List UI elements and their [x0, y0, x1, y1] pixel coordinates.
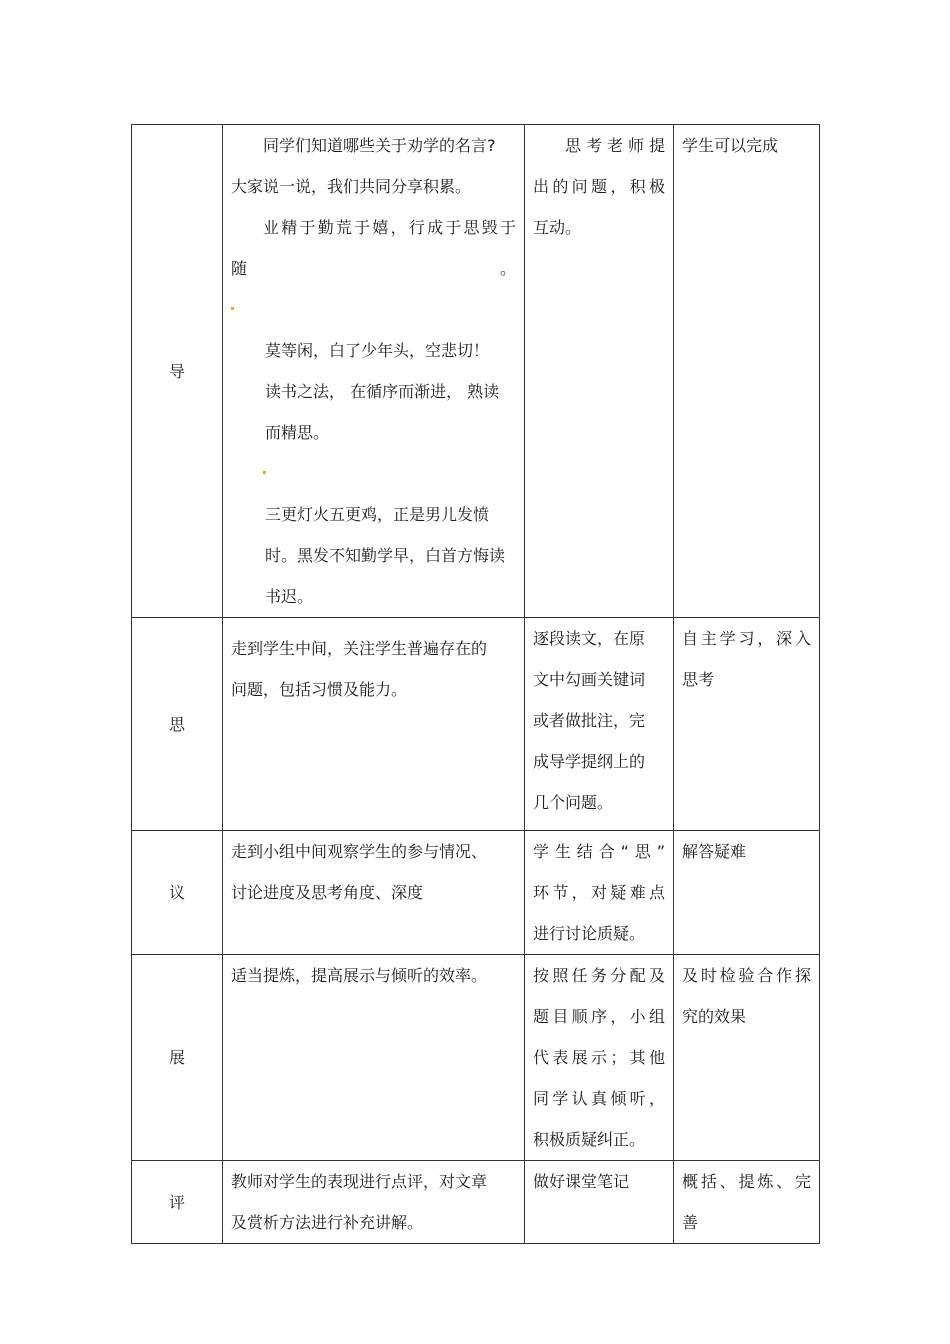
stage-label: 评 [168, 1192, 185, 1212]
lesson-plan-table [131, 124, 820, 1244]
student-activity-cell [525, 618, 674, 831]
text-line: 或者做批注，完 [533, 711, 646, 730]
stage-label: 议 [168, 883, 185, 902]
text-line: 积极质疑纠正。 [533, 1130, 646, 1149]
student-activity-cell [525, 955, 674, 1161]
text-fragment: 。 [499, 259, 516, 278]
design-intent-cell [674, 831, 820, 955]
design-intent-cell [674, 618, 820, 831]
stage-cell [132, 955, 223, 1161]
text-line: 同学认真倾听， [533, 1089, 665, 1108]
table-row [132, 1161, 820, 1244]
text-line: 环节，对疑难点 [533, 883, 665, 902]
text-line: 问题，包括习惯及能力。 [231, 680, 408, 699]
text-line: 做好课堂笔记 [533, 1172, 630, 1191]
mark-dot [263, 471, 266, 474]
text-line: 善 [682, 1213, 699, 1232]
text-line: 及时检验合作探 [682, 966, 811, 985]
quote-line: 而精思。 [265, 423, 330, 442]
text-line: 究的效果 [682, 1007, 747, 1026]
text-line: 代表展示；其他 [533, 1048, 665, 1067]
text-line: 思考老师提 [565, 136, 665, 155]
text-line: 学生结合“思” [533, 842, 665, 861]
text-fragment: 随 [231, 259, 248, 278]
student-activity-cell [525, 125, 674, 618]
text-line: 及赏析方法进行补充讲解。 [231, 1213, 424, 1232]
text-line: 逐段读文，在原 [533, 629, 646, 648]
table-row [132, 125, 820, 618]
text-line: 大家说一说，我们共同分享积累。 [231, 177, 472, 196]
text-line: 学生可以完成 [682, 136, 779, 155]
text-line: 按照任务分配及 [533, 966, 665, 985]
text-line: 同学们知道哪些关于劝学的名言? [263, 136, 496, 155]
stage-cell [132, 1161, 223, 1244]
text-line: 适当提炼，提高展示与倾听的效率。 [231, 966, 488, 985]
teacher-activity-cell [223, 125, 525, 618]
stage-cell [132, 125, 223, 618]
stage-label: 导 [168, 361, 185, 381]
text-line: 思考 [682, 670, 715, 689]
text-line: 讨论进度及思考角度、深度 [231, 883, 424, 902]
quote-line: 书迟。 [265, 587, 314, 606]
text-line: 几个问题。 [533, 793, 614, 812]
teacher-activity-cell [223, 618, 525, 831]
design-intent-cell [674, 955, 820, 1161]
quote-line: 读书之法， 在循序而渐进， 熟读 [265, 382, 500, 401]
stage-cell [132, 831, 223, 955]
text-line [231, 248, 516, 289]
student-activity-cell [525, 831, 674, 955]
design-intent-cell [674, 125, 820, 618]
student-activity-cell [525, 1161, 674, 1244]
quote-line: 莫等闲，白了少年头，空悲切！ [265, 341, 490, 360]
text-line: 出的问题，积极 [533, 177, 665, 196]
teacher-activity-cell [223, 1161, 525, 1244]
text-line: 业精于勤荒于嬉，行成于思毁于 [263, 218, 516, 237]
text-line: 自主学习，深入 [682, 629, 811, 648]
table-row [132, 955, 820, 1161]
quote-line: 三更灯火五更鸡，正是男儿发愤 [265, 505, 490, 524]
text-line: 概括、提炼、完 [682, 1172, 811, 1191]
text-line: 进行讨论质疑。 [533, 924, 646, 943]
stage-label: 思 [168, 714, 185, 734]
blank-gap [231, 289, 516, 330]
text-line: 成导学提纲上的 [533, 752, 646, 771]
table-row [132, 618, 820, 831]
text-line: 互动。 [533, 218, 582, 237]
design-intent-cell [674, 1161, 820, 1244]
mark-dot [231, 307, 234, 310]
text-line: 解答疑难 [682, 842, 747, 861]
text-line: 走到小组中间观察学生的参与情况、 [231, 842, 488, 861]
blank-gap [231, 453, 516, 494]
stage-label: 展 [168, 1048, 185, 1067]
stage-cell [132, 618, 223, 831]
text-line: 教师对学生的表现进行点评，对文章 [231, 1172, 488, 1191]
teacher-activity-cell [223, 831, 525, 955]
table-row [132, 831, 820, 955]
text-line: 文中勾画关键词 [533, 670, 646, 689]
teacher-activity-cell [223, 955, 525, 1161]
text-line: 走到学生中间，关注学生普遍存在的 [231, 639, 488, 658]
quote-line: 时。黑发不知勤学早，白首方悔读 [265, 546, 506, 565]
text-line: 题目顺序，小组 [533, 1007, 665, 1026]
